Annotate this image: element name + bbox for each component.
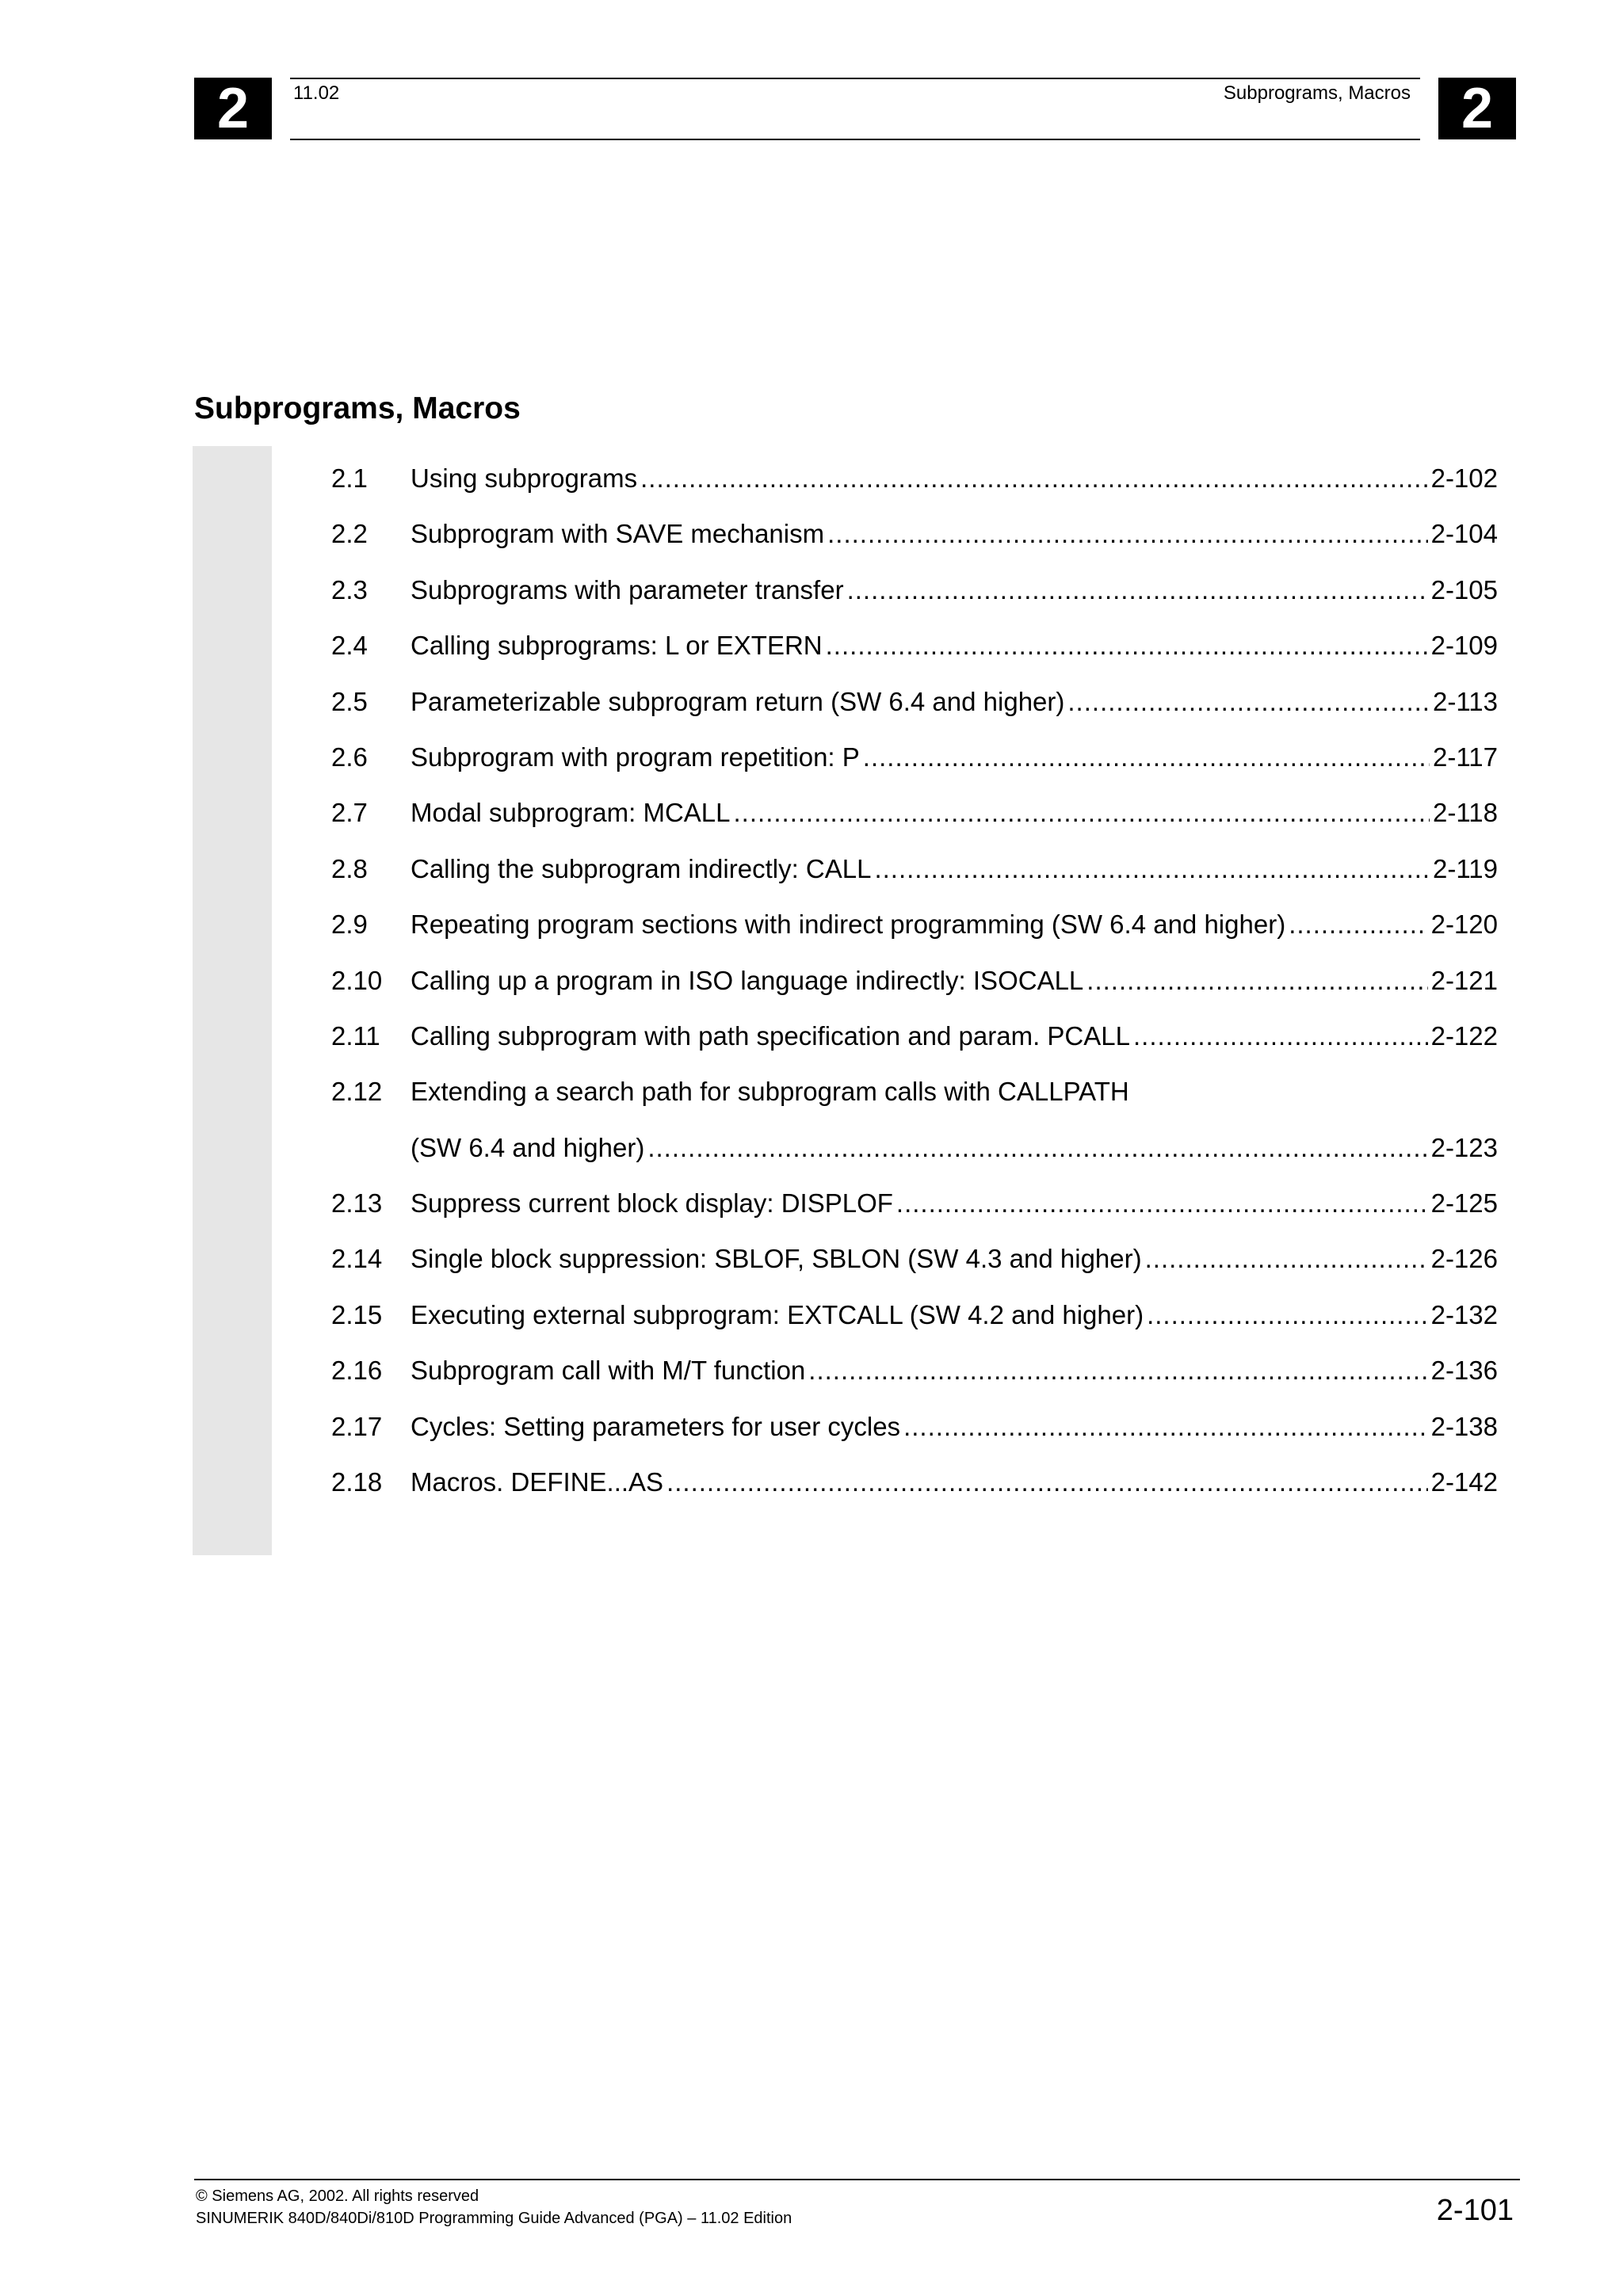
toc-entry-number: 2.4 xyxy=(331,631,368,661)
toc-entry[interactable] xyxy=(331,906,1498,961)
toc-entry-title: Calling the subprogram indirectly: CALL xyxy=(411,853,872,883)
toc-entry-number: 2.17 xyxy=(331,1411,383,1441)
toc-entry-page: 2-118 xyxy=(1433,798,1498,828)
toc-dot-leader xyxy=(1067,683,1430,721)
toc-entry[interactable] xyxy=(331,794,1498,849)
toc-entry[interactable] xyxy=(331,627,1498,682)
toc-entry[interactable] xyxy=(331,683,1498,738)
toc-dot-leader xyxy=(1147,1296,1428,1334)
chapter-number-box-right: 2 xyxy=(1438,78,1516,139)
toc-entry-number: 2.18 xyxy=(331,1467,383,1497)
toc-entry[interactable] xyxy=(331,571,1498,627)
toc-dot-leader xyxy=(896,1184,1428,1222)
page-number: 2-101 xyxy=(1436,2194,1514,2227)
toc-dot-leader xyxy=(1145,1240,1428,1278)
footer-product: SINUMERIK 840D/840Di/810D Programming Guide Advanced (PGA) – 11.02 Edition xyxy=(196,2210,792,2227)
toc-entry-page: 2-126 xyxy=(1430,1244,1498,1274)
toc-entry[interactable] xyxy=(331,1352,1498,1407)
toc-entry-page: 2-142 xyxy=(1430,1467,1498,1497)
toc-entry-title: Executing external subprogram: EXTCALL (SW 4.2 and higher) xyxy=(411,1299,1144,1329)
toc-entry-title: Subprograms with parameter transfer xyxy=(411,574,844,605)
toc-dot-leader xyxy=(666,1463,1428,1501)
header-rule-bottom xyxy=(290,139,1420,140)
toc-entry-number: 2.12 xyxy=(331,1077,383,1107)
margin-bar xyxy=(193,446,272,1555)
footer-copyright: © Siemens AG, 2002. All rights reserved xyxy=(196,2187,479,2205)
toc-entry-number: 2.6 xyxy=(331,742,368,772)
toc-entry[interactable] xyxy=(331,1017,1498,1073)
chapter-number-box-left: 2 xyxy=(194,78,272,139)
toc-dot-leader xyxy=(1289,906,1427,944)
toc-entry-title: Parameterizable subprogram return (SW 6.4 and higher) xyxy=(411,686,1065,716)
header-date: 11.02 xyxy=(293,82,340,104)
toc-entry[interactable] xyxy=(331,1463,1498,1519)
toc-entry-number: 2.16 xyxy=(331,1356,383,1386)
toc-entry-title: Calling subprograms: L or EXTERN xyxy=(411,631,823,661)
toc-entry[interactable] xyxy=(331,1184,1498,1240)
toc-entry-title: Macros. DEFINE...AS xyxy=(411,1467,664,1497)
toc-entry-title: Extending a search path for subprogram calls with CALLPATH xyxy=(411,1077,1129,1107)
toc-entry-number: 2.10 xyxy=(331,965,383,995)
header-title: Subprograms, Macros xyxy=(1223,82,1411,104)
table-of-contents xyxy=(331,460,1498,1519)
toc-entry[interactable] xyxy=(331,1073,1498,1128)
toc-entry-number: 2.3 xyxy=(331,574,368,605)
toc-dot-leader xyxy=(1086,962,1427,1000)
toc-entry[interactable] xyxy=(331,1296,1498,1352)
toc-dot-leader xyxy=(826,627,1428,665)
toc-entry-number: 2.9 xyxy=(331,910,368,940)
toc-entry-page: 2-117 xyxy=(1433,742,1498,772)
toc-entry-title: (SW 6.4 and higher) xyxy=(411,1132,645,1162)
toc-entry-page: 2-132 xyxy=(1430,1299,1498,1329)
toc-entry-page: 2-105 xyxy=(1430,574,1498,605)
toc-entry-number: 2.8 xyxy=(331,853,368,883)
toc-entry-title: Using subprograms xyxy=(411,463,638,493)
toc-entry-page: 2-120 xyxy=(1430,910,1498,940)
toc-entry-page: 2-121 xyxy=(1430,965,1498,995)
toc-entry-number: 2.2 xyxy=(331,519,368,549)
toc-dot-leader xyxy=(863,738,1430,776)
toc-entry-title: Single block suppression: SBLOF, SBLON (SW 4.3 and higher) xyxy=(411,1244,1142,1274)
toc-entry[interactable] xyxy=(331,850,1498,906)
toc-dot-leader xyxy=(1133,1017,1428,1055)
toc-entry-number: 2.13 xyxy=(331,1188,383,1219)
toc-entry-number: 2.14 xyxy=(331,1244,383,1274)
toc-entry-page: 2-123 xyxy=(1430,1132,1498,1162)
toc-entry-title: Subprogram with SAVE mechanism xyxy=(411,519,825,549)
toc-dot-leader xyxy=(827,515,1427,553)
header-rule-top xyxy=(290,78,1420,79)
toc-entry-page: 2-109 xyxy=(1430,631,1498,661)
toc-entry-number: 2.11 xyxy=(331,1020,380,1051)
toc-entry[interactable] xyxy=(331,1408,1498,1463)
toc-entry-title: Calling subprogram with path specification and param. PCALL xyxy=(411,1020,1130,1051)
toc-entry-title: Modal subprogram: MCALL xyxy=(411,798,731,828)
toc-dot-leader xyxy=(647,1129,1427,1167)
section-title: Subprograms, Macros xyxy=(194,391,521,425)
toc-entry-title: Subprogram call with M/T function xyxy=(411,1356,806,1386)
toc-entry[interactable] xyxy=(331,1240,1498,1295)
toc-dot-leader xyxy=(640,460,1427,498)
toc-entry-number: 2.1 xyxy=(331,463,368,493)
toc-entry-title: Calling up a program in ISO language indirectly: ISOCALL xyxy=(411,965,1084,995)
toc-entry-page: 2-125 xyxy=(1430,1188,1498,1219)
toc-entry[interactable] xyxy=(331,515,1498,570)
toc-entry-title: Suppress current block display: DISPLOF xyxy=(411,1188,893,1219)
toc-entry-page: 2-136 xyxy=(1430,1356,1498,1386)
toc-entry-number: 2.15 xyxy=(331,1299,383,1329)
toc-entry-number: 2.5 xyxy=(331,686,368,716)
toc-dot-leader xyxy=(874,850,1430,888)
toc-entry-page: 2-119 xyxy=(1433,853,1498,883)
toc-entry[interactable] xyxy=(331,962,1498,1017)
toc-entry-title: Cycles: Setting parameters for user cycles xyxy=(411,1411,901,1441)
toc-entry[interactable] xyxy=(331,460,1498,515)
toc-entry-page: 2-138 xyxy=(1430,1411,1498,1441)
toc-entry-page: 2-113 xyxy=(1433,686,1498,716)
toc-entry-page: 2-104 xyxy=(1430,519,1498,549)
toc-entry-title: Repeating program sections with indirect programming (SW 6.4 and higher) xyxy=(411,910,1286,940)
toc-entry[interactable] xyxy=(331,738,1498,794)
toc-entry-title: Subprogram with program repetition: P xyxy=(411,742,860,772)
toc-dot-leader xyxy=(903,1408,1428,1446)
toc-entry-number: 2.7 xyxy=(331,798,368,828)
toc-dot-leader xyxy=(808,1352,1427,1390)
toc-entry-page: 2-122 xyxy=(1430,1020,1498,1051)
toc-entry[interactable] xyxy=(331,1129,1498,1184)
toc-dot-leader xyxy=(847,571,1428,609)
footer-rule xyxy=(194,2179,1520,2180)
toc-dot-leader xyxy=(734,794,1430,832)
toc-entry-page: 2-102 xyxy=(1430,463,1498,493)
